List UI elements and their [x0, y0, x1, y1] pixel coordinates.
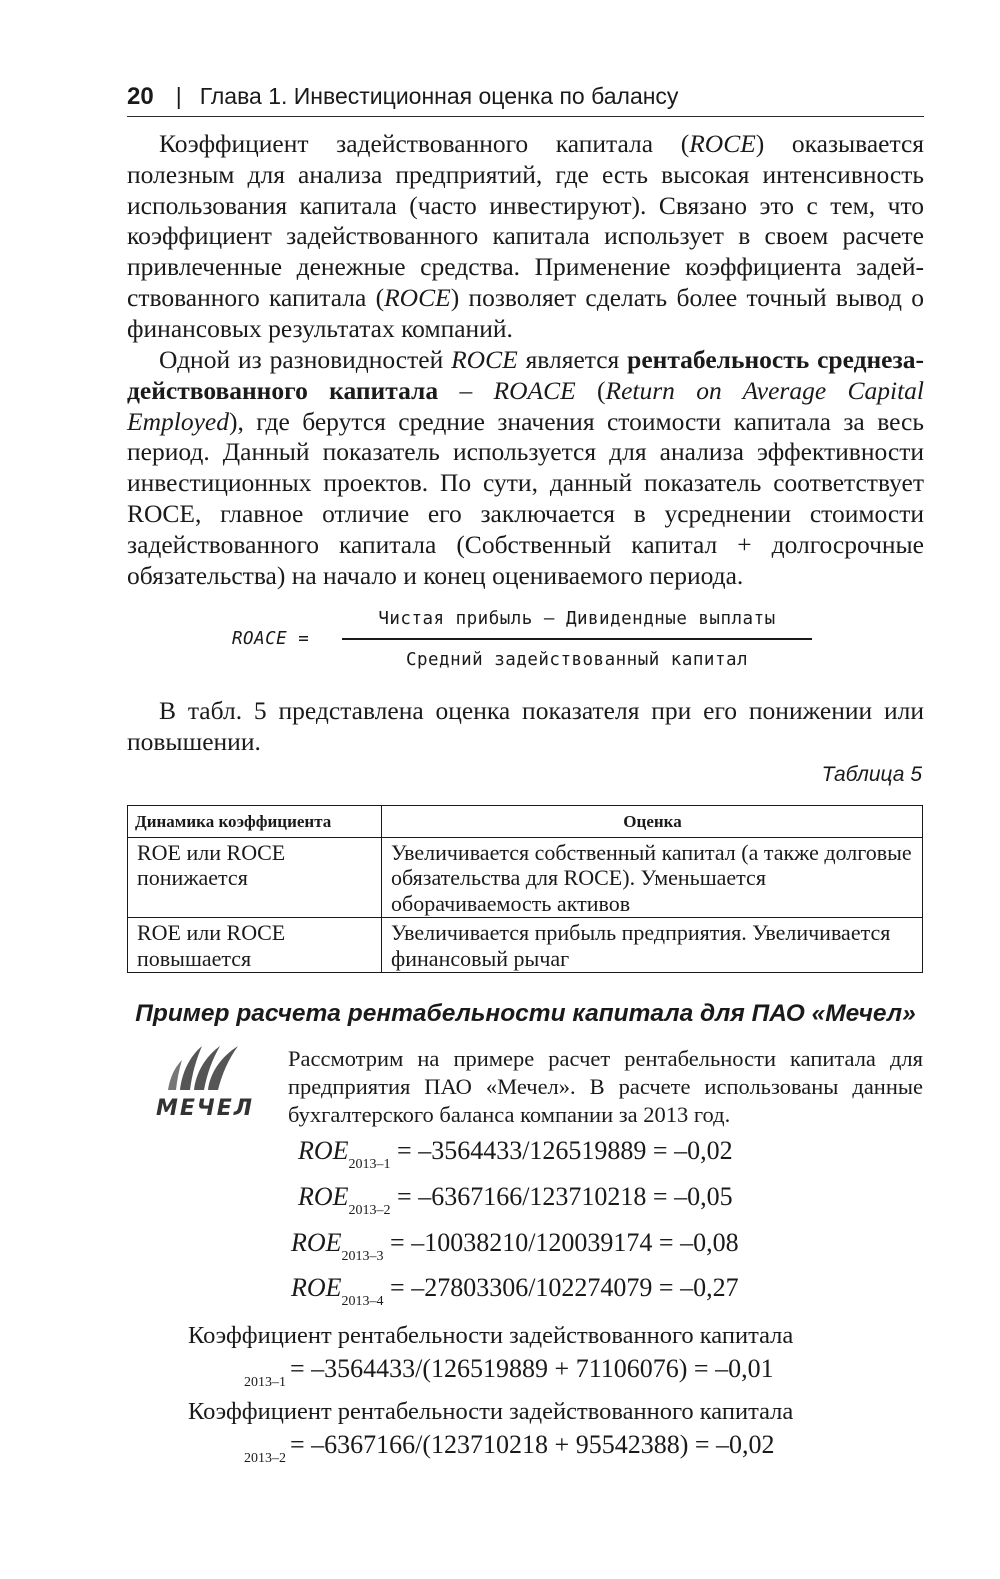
- example-intro: Рассмотрим на примере расчет рентабельности капитала для предприятия ПАО «Мечел». В расчете использованы данные бухгалтерского баланса компании за 2013 год.: [288, 1046, 923, 1127]
- roe-expression: = –6367166/123710218 = –0,05: [390, 1182, 733, 1211]
- p2-dash: –: [438, 375, 494, 405]
- roce-label: Коэффициент рентабельности задействованного капитала: [188, 1322, 794, 1349]
- roe-expression: = –27803306/102274079 = –0,27: [383, 1273, 739, 1302]
- table-row: [128, 837, 923, 918]
- roe-expression: = –10038210/120039174 = –0,08: [383, 1228, 739, 1257]
- paragraph-roace: [127, 345, 924, 591]
- paragraph-roce-intro: [127, 129, 924, 345]
- logo-text: МЕЧЕЛ: [156, 1096, 254, 1121]
- roe-name: ROE: [291, 1273, 342, 1302]
- formula-denominator: Средний задействованный капитал: [405, 650, 749, 670]
- roe-period: 2013–2: [348, 1203, 391, 1218]
- table-header: Динамика коэффициента: [128, 806, 382, 838]
- p2-roce-term: ROCE: [451, 345, 518, 374]
- formula-lhs: ROACE =: [232, 629, 310, 649]
- roe-equation: [298, 1136, 818, 1173]
- p2-roace-term: ROACE: [493, 375, 576, 405]
- roce-equation: [244, 1354, 774, 1391]
- roe-equation: [298, 1182, 818, 1219]
- roce-period: 2013–2: [244, 1451, 286, 1466]
- p1-roce-term: ROCE: [689, 129, 756, 158]
- table-row: [128, 918, 923, 973]
- p2-paren: (: [575, 375, 606, 405]
- mechel-logo: [150, 1042, 260, 1126]
- p2-text-a: Одной из разновидностей: [159, 345, 452, 374]
- roce-label: Коэффициент рентабельности задействованного капитала: [188, 1398, 794, 1425]
- roe-period: 2013–3: [341, 1249, 384, 1264]
- table-cell-dynamics: ROE или ROCE повышается: [128, 918, 382, 973]
- table-cell-dynamics: ROE или ROCE понижается: [128, 837, 382, 918]
- roce-expression: = –3564433/(126519889 + 71106076) = –0,01: [290, 1354, 774, 1383]
- chapter-title: Глава 1. Инвестиционная оценка по балансу: [199, 83, 679, 109]
- p2-bold-term: рентабельность среднезадействованного капитала: [127, 345, 924, 405]
- page-number: 20: [127, 83, 154, 110]
- roe-equation: [291, 1228, 811, 1265]
- table-cell-evaluation: Увеличивается прибыль предприятия. Увеличивается финансовый рычаг: [382, 918, 923, 973]
- roe-name: ROE: [298, 1182, 349, 1211]
- running-header: [127, 76, 924, 117]
- header-separator: |: [175, 83, 182, 109]
- table-header: Оценка: [382, 806, 923, 838]
- roe-name: ROE: [298, 1136, 349, 1165]
- p1-roce-term-2: ROCE: [384, 282, 451, 312]
- roce-equation: [244, 1430, 775, 1467]
- roe-period: 2013–1: [348, 1157, 391, 1172]
- roe-expression: = –3564433/126519889 = –0,02: [390, 1136, 733, 1165]
- paragraph-table-ref: В табл. 5 представлена оценка показателя при его понижении или повышении.: [127, 696, 924, 756]
- coefficient-dynamics-table: [127, 805, 923, 973]
- table-header-row: [128, 806, 923, 838]
- roe-period: 2013–4: [341, 1294, 384, 1309]
- table-cell-evaluation: Увеличивается собственный капитал (а также долговые обязательства для ROCE). Уменьшается оборачиваемость активов: [382, 837, 923, 918]
- roe-equation: [291, 1273, 811, 1310]
- p1-text-b: ) оказывается полезным для анализа предприятий, где есть высокая интенсивность использования капитала (часто инвестируют). Связано это с тем, что коэффициент задействованного капитала использует в своем расчете привлеченные денежные средства. Применение коэффициента задействованного капитала (: [127, 129, 924, 312]
- example-heading: Пример расчета рентабельности капитала для ПАО «Мечел»: [135, 1000, 916, 1027]
- roce-period: 2013–1: [244, 1375, 286, 1390]
- mechel-logo-icon: [162, 1042, 252, 1094]
- p2-text-e: ), где берутся средние значения стоимости капитала за весь период. Данный показатель используется для анализа эффективности инвестиционных проектов. По сути, данный показатель соответствует ROCE, главное отличие его заключается в усреднении стоимости задействованного капитала (Собственный капитал + долгосрочные обязательства) на начало и конец оцениваемого периода.: [127, 406, 924, 590]
- roace-formula: [232, 606, 812, 682]
- formula-numerator: Чистая прибыль – Дивидендные выплаты: [378, 609, 776, 629]
- p2-text-b: является: [517, 345, 628, 374]
- p1-text-c: ) позволяет сделать более точный вывод о финансовых результатах компаний.: [127, 282, 924, 343]
- roe-name: ROE: [291, 1228, 342, 1257]
- table-caption: Таблица 5: [821, 763, 922, 786]
- fraction-bar: [342, 638, 812, 640]
- p1-text-a: Коэффициент задействованного капитала (: [159, 129, 690, 158]
- roce-expression: = –6367166/(123710218 + 95542388) = –0,02: [290, 1430, 775, 1459]
- p2-roace-full: Return on Average Capital Employed: [127, 375, 924, 436]
